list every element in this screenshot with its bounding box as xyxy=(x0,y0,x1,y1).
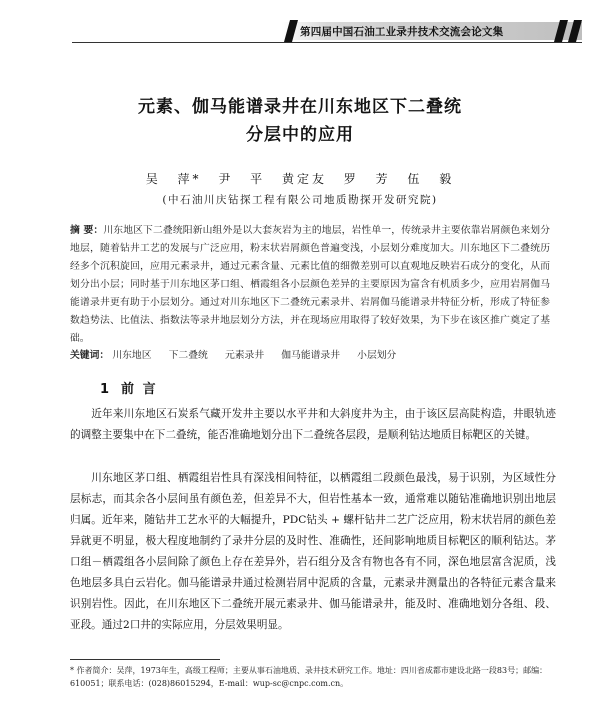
section-heading xyxy=(100,378,158,397)
paper-title-line-2: 分层中的应用 xyxy=(246,125,354,145)
abstract-text: 川东地区下二叠统阳新山组外是以大套灰岩为主的地层，岩性单一，传统录井主要依靠岩屑颜色来划分地层，随着钻井工艺的发展与广泛应用，粉末状岩屑颜色普遍变浅，小层划分难度加大。川东地区下二叠统历经多个沉积旋回，应用元素录井，通过元素含量、元素比值的细微差别可以直观地反映岩石成分的变化，从而划分出小层；同时基于川东地区茅口组、栖霞组各小层颜色差异的主要原因为富含有机质多少，应用岩屑伽马能谱录井更有助于小层划分。通过对川东地区下二叠统元素录井、岩屑伽马能谱录井特征分析，形成了特征参数趋势法、比值法、指数法等录井地层划分方法，并在现场应用取得了较好效果，为下步在该区推广奠定了基础。 xyxy=(70,225,551,344)
keyword: 川东地区 xyxy=(112,350,152,361)
keywords xyxy=(70,348,550,364)
keyword: 伽马能谱录井 xyxy=(281,350,341,361)
body-paragraph: 川东地区茅口组、栖霞组岩性具有深浅相间特征，以栖霞组二段颜色最浅，易于识别，为区域性分层标志，而其余各小层间虽有颜色差，但差异不大，但岩性基本一致，通常难以随钻准确地识别出地层归属。近年来，随钻井工艺水平的大幅提升，PDC钻头 + 螺杆钻井二艺广泛应用，粉末状岩屑的颜色差异就更不明显，极大程度地制约了录井分层的及时性、准确性，还间影响地质目标靶区的顺利钻达。茅口组－栖霞组各小层间除了颜色上存在差异外，岩石组分及含有物也各有不同，深色地层富含泥质，浅色地层多具白云岩化。伽马能谱录井通过检测岩屑中泥质的含量，元素录井测量出的各特征元素含量来识别岩性。因此，在川东地区下二叠统开展元素录井、伽马能谱录井，能及时、准确地划分各组、段、亚段。通过2口井的实际应用，分层效果明显。 xyxy=(70,472,556,631)
footnote-rule xyxy=(70,659,220,660)
header-rule xyxy=(72,42,582,43)
paper-title-line-1: 元素、伽马能谱录井在川东地区下二叠统 xyxy=(138,97,462,117)
keywords-label: 关键词： xyxy=(70,350,110,361)
keyword: 小层划分 xyxy=(357,350,397,361)
abstract xyxy=(70,222,550,348)
author-list: 吴 萍* 尹 平 黄定友 罗 芳 伍 毅 xyxy=(145,172,455,186)
running-title: 第四届中国石油工业录井技术交流会论文集 xyxy=(300,26,504,38)
header-slash-icon xyxy=(284,20,298,42)
affiliation: (中石油川庆钻探工程有限公司地质勘探开发研究院) xyxy=(162,194,438,206)
keyword: 下二叠统 xyxy=(168,350,208,361)
keyword: 元素录井 xyxy=(224,350,265,361)
section-title: 前 言 xyxy=(121,382,158,397)
abstract-label: 摘 要： xyxy=(70,225,104,236)
body-paragraph: 近年来川东地区石炭系气藏开发井主要以水平井和大斜度井为主，由于该区层高陡构造，井眼轨迹的调整主要集中在下二叠统，能否准确地划分出下二叠统各层段，是顺利钻达地质目标靶区的关键。 xyxy=(70,408,556,441)
header-slash-icon xyxy=(554,20,568,42)
section-number: 1 xyxy=(100,382,112,397)
header-slash-icon xyxy=(568,20,582,42)
footnote: * 作者简介：吴萍，1973年生，高级工程师；主要从事石油地质、录井技术研究工作。地址：四川省成都市建设北路一段83号；邮编：610051；联系电话：(028)86015294，E-mail：wup-sc@cnpc.com.cn。 xyxy=(70,666,548,688)
